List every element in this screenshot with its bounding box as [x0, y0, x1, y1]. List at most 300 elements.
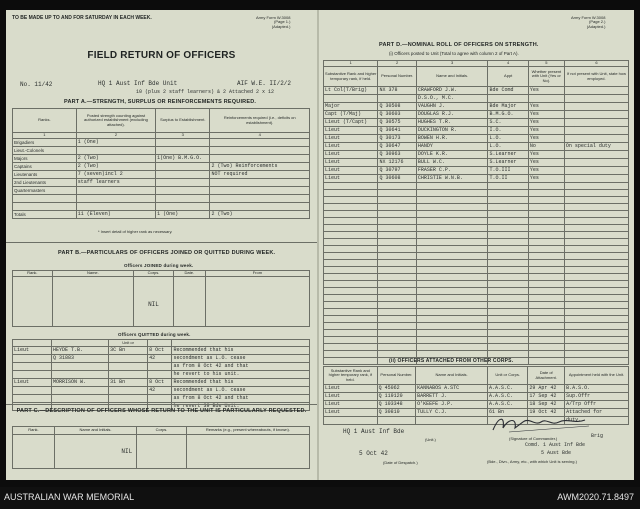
roll-number: Q 30575 [378, 119, 416, 127]
blank-cell [528, 358, 564, 365]
table-row [13, 387, 310, 395]
blank-cell [378, 232, 416, 239]
blank-row [324, 274, 629, 281]
table-row [13, 171, 310, 179]
blank-row [324, 260, 629, 267]
quitted-rank: Lieut [13, 347, 52, 355]
blank-cell [324, 316, 378, 323]
roll-present [528, 95, 564, 103]
quitted-name [52, 395, 109, 403]
blank-cell [528, 309, 564, 316]
quitted-unit: 31 Bn [109, 379, 148, 387]
reinforcement-cell [210, 195, 310, 203]
quitted-rank [13, 395, 52, 403]
att-rank: Lieut [324, 401, 378, 409]
att-date: 29 Apr 42 [528, 385, 565, 393]
col-num-2: 2 [76, 133, 155, 139]
blank-cell [528, 288, 564, 295]
blank-cell [528, 253, 564, 260]
despatch-date: 5 Oct 42 [359, 450, 388, 457]
roll-name: DOUGLAS R.J. [416, 111, 488, 119]
blank-cell [564, 232, 628, 239]
part-a-rows [13, 139, 310, 219]
surplus-cell [156, 163, 210, 171]
blank-cell [378, 253, 416, 260]
blank-cell [416, 288, 488, 295]
blank-cell [528, 190, 564, 197]
quitted-unit [109, 355, 148, 363]
table-row [13, 147, 310, 155]
blank-cell [324, 337, 378, 344]
blank-cell [528, 211, 564, 218]
table-row [13, 363, 310, 371]
joined-col-name: Name. [52, 271, 134, 277]
blank-row [324, 323, 629, 330]
blank-cell [324, 330, 378, 337]
att-corps: A.A.S.C. [487, 401, 527, 409]
quitted-unit [109, 371, 148, 379]
quitted-remarks: secondment as L.O. cease [172, 355, 310, 363]
att-appt: Attached for [565, 409, 629, 417]
roll-colnum-1: 1 [324, 61, 378, 67]
roll-appt: T.O.II [488, 175, 528, 183]
blank-cell [416, 274, 488, 281]
roll-employed [564, 167, 628, 175]
blank-cell [378, 183, 416, 190]
reinforcement-cell [210, 187, 310, 195]
despatch-caption: (Date of Despatch.) [383, 460, 418, 465]
table-row [13, 179, 310, 187]
blank-cell [416, 344, 488, 351]
nominal-roll-blank-rows [324, 183, 629, 365]
reinforcement-cell [210, 139, 310, 147]
blank-cell [324, 204, 378, 211]
signature-caption: (Signature of Commander.) [509, 436, 558, 441]
blank-cell [488, 253, 528, 260]
quitted-name: HEYDE T.B. [52, 347, 109, 355]
table-row [13, 155, 310, 163]
joined-table [12, 270, 310, 327]
blank-cell [416, 351, 488, 358]
roll-employed [564, 135, 628, 143]
serving-caption: (Bde., Divn., Army, etc., with which Unit is serving.) [487, 459, 577, 464]
att-date: 19 Oct 42 [528, 409, 565, 417]
blank-row [324, 351, 629, 358]
blank-cell [378, 323, 416, 330]
rank-cell [13, 203, 77, 211]
quitted-date [148, 371, 172, 379]
blank-cell [416, 190, 488, 197]
att-name: BARRETT J. [416, 393, 488, 401]
att-appt: A/Trp Offr [565, 401, 629, 409]
blank-row [324, 309, 629, 316]
blank-cell [528, 260, 564, 267]
blank-cell [324, 302, 378, 309]
blank-cell [324, 288, 378, 295]
blank-cell [488, 211, 528, 218]
roll-present: No [528, 143, 564, 151]
roll-number: Q 30173 [378, 135, 416, 143]
roll-employed [564, 103, 628, 111]
roll-present: Yes [528, 127, 564, 135]
roll-number: Q 30508 [378, 103, 416, 111]
form-ref-adapted-2: (Adapted.) [586, 23, 606, 29]
blank-cell [416, 183, 488, 190]
att-rank: Lieut [324, 409, 378, 417]
blank-cell [416, 218, 488, 225]
blank-cell [528, 218, 564, 225]
quitted-remarks: as from 8 Oct 42 and that [172, 363, 310, 371]
nominal-roll-rows [324, 87, 629, 183]
rank-cell: Quartermasters [13, 187, 77, 195]
surplus-cell [156, 187, 210, 195]
att-number: Q 103348 [377, 401, 415, 409]
blank-cell [488, 337, 528, 344]
part-c-col-corps: Corps. [137, 427, 187, 435]
attached-heading: (ii) OFFICERS ATTACHED FROM OTHER CORPS. [389, 358, 514, 364]
roll-rank: Lieut [324, 135, 378, 143]
blank-cell [528, 337, 564, 344]
att-date: 17 Sep 42 [528, 393, 565, 401]
header-note: TO BE MADE UP TO AND FOR SATURDAY IN EACH WEEK. [12, 15, 152, 21]
table-row [324, 151, 629, 159]
roll-rank: Lieut [324, 127, 378, 135]
roll-name: VAUGHN J. [416, 103, 488, 111]
roll-present: Yes [528, 111, 564, 119]
blank-row [324, 253, 629, 260]
att-name [416, 417, 488, 425]
col-header-posted: Posted strength counting against authorized establishment (excluding attached). [76, 109, 155, 133]
blank-cell [488, 302, 528, 309]
table-row [13, 187, 310, 195]
blank-cell [488, 218, 528, 225]
table-row [324, 393, 629, 401]
blank-cell [564, 316, 628, 323]
blank-cell [378, 351, 416, 358]
roll-rank: Major [324, 103, 378, 111]
att-date: 18 Sep 42 [528, 401, 565, 409]
roll-appt: L.O. [488, 143, 528, 151]
reinforcement-cell [210, 179, 310, 187]
roll-colnum-3: 3 [416, 61, 488, 67]
roll-rank: Lieut [324, 151, 378, 159]
blank-row [324, 295, 629, 302]
blank-cell [378, 316, 416, 323]
blank-cell [324, 309, 378, 316]
att-col-appt: Appointment held with the Unit. [565, 367, 629, 385]
roll-col-rank: Substantive Rank and higher temporary rank, if held. [324, 67, 378, 87]
att-col-date: Date of Attachment. [528, 367, 565, 385]
blank-cell [324, 246, 378, 253]
blank-row [324, 302, 629, 309]
quitted-name [52, 371, 109, 379]
part-c-heading: PART C.—DESCRIPTION OF OFFICERS WHOSE RETURN TO THE UNIT IS PARTICULARLY REQUESTED. [16, 408, 307, 414]
part-b-heading: PART B.—PARTICULARS OF OFFICERS JOINED OR QUITTED DURING WEEK. [58, 250, 276, 256]
posted-cell: staff learners [76, 179, 155, 187]
blank-cell [564, 197, 628, 204]
blank-cell [564, 260, 628, 267]
blank-cell [488, 183, 528, 190]
roll-number: Q 30603 [378, 111, 416, 119]
form-page-2 [319, 10, 634, 480]
blank-cell [488, 239, 528, 246]
footer-institution: AUSTRALIAN WAR MEMORIAL [4, 492, 135, 502]
posted-cell: 2 (Two) [76, 163, 155, 171]
blank-row [324, 344, 629, 351]
blank-cell [488, 190, 528, 197]
col-header-reinforcements: Reinforcements required (i.e., deficits on establishment). [210, 109, 310, 133]
posted-cell [76, 187, 155, 195]
table-row [324, 385, 629, 393]
blank-cell [324, 183, 378, 190]
table-row [324, 127, 629, 135]
quitted-remarks: he revert to his unit. [172, 371, 310, 379]
table-row [13, 379, 310, 387]
roll-col-employed: If not present with Unit, state how employed. [564, 67, 628, 87]
posted-cell: 2 (Two) [76, 155, 155, 163]
roll-name: D.S.O., M.C. [416, 95, 488, 103]
blank-cell [378, 330, 416, 337]
quitted-col-rank [13, 340, 52, 347]
table-row [324, 95, 629, 103]
roll-employed [564, 119, 628, 127]
rank-cell: 2nd Lieutenants [13, 179, 77, 187]
blank-cell [528, 225, 564, 232]
blank-row [324, 197, 629, 204]
form-ref-text-2: Army Form W.3008 [571, 15, 606, 20]
rank-cell [13, 195, 77, 203]
part-a-heading: PART A.—STRENGTH, SURPLUS OR REINFORCEMENTS REQUIRED. [64, 99, 257, 105]
signature-rank: Brig [591, 433, 604, 439]
blank-row [324, 239, 629, 246]
surplus-cell: 1 (One) [156, 211, 210, 219]
quitted-col-date [148, 340, 172, 347]
roll-present: Yes [528, 159, 564, 167]
blank-cell [324, 351, 378, 358]
roll-number: Q 30608 [378, 175, 416, 183]
table-row [324, 401, 629, 409]
blank-cell [564, 253, 628, 260]
blank-cell [416, 260, 488, 267]
blank-cell [416, 316, 488, 323]
roll-appt [488, 95, 528, 103]
roll-rank: Lieut [324, 143, 378, 151]
roll-number: Q 30963 [378, 151, 416, 159]
table-row [13, 163, 310, 171]
blank-cell [488, 246, 528, 253]
table-row [13, 195, 310, 203]
table-row [324, 119, 629, 127]
blank-cell [324, 281, 378, 288]
blank-cell [324, 267, 378, 274]
surplus-cell [156, 179, 210, 187]
col-num-3: 3 [156, 133, 210, 139]
form-ref-text: Army Form W.3008 [256, 15, 291, 20]
quitted-col-name [52, 340, 109, 347]
blank-cell [564, 295, 628, 302]
roll-appt: S.Learner [488, 159, 528, 167]
blank-cell [528, 316, 564, 323]
rank-cell: Captains [13, 163, 77, 171]
blank-cell [564, 211, 628, 218]
part-c-col-remarks: Remarks (e.g., present whereabouts, if known). [186, 427, 309, 435]
footer-accession: AWM2020.71.8497 [557, 492, 634, 502]
table-row [13, 211, 310, 219]
roll-name: DOYLE K.R. [416, 151, 488, 159]
blank-row [324, 232, 629, 239]
blank-cell [488, 267, 528, 274]
blank-cell [378, 225, 416, 232]
posted-cell: 7 (seven)incl 2 [76, 171, 155, 179]
joined-col-rank: Rank. [13, 271, 53, 277]
blank-cell [378, 295, 416, 302]
unit-stamp: HQ 1 Aust Inf Bde [343, 428, 405, 435]
blank-cell [564, 204, 628, 211]
part-a-table [12, 108, 310, 219]
blank-cell [324, 218, 378, 225]
blank-row [324, 330, 629, 337]
blank-cell [564, 190, 628, 197]
quitted-date: 8 Oct [148, 379, 172, 387]
commander-signature [489, 414, 599, 436]
quitted-name: MORRISON W. [52, 379, 109, 387]
roll-colnum-6: 6 [564, 61, 628, 67]
att-appt: duty. [565, 417, 629, 425]
surplus-cell [156, 195, 210, 203]
quitted-unit [109, 387, 148, 395]
roll-employed [564, 159, 628, 167]
blank-cell [324, 260, 378, 267]
quitted-remarks: as from 8 Oct 42 and that [172, 395, 310, 403]
table-row [324, 87, 629, 95]
roll-name: HUGHES T.R. [416, 119, 488, 127]
reinforcement-cell: 2 (Two) [210, 211, 310, 219]
blank-cell [416, 267, 488, 274]
blank-row [324, 183, 629, 190]
blank-cell [324, 190, 378, 197]
att-name: TULLY C.J. [416, 409, 488, 417]
quitted-heading: Officers QUITTED during week. [118, 332, 191, 337]
table-row [13, 395, 310, 403]
quitted-rank [13, 363, 52, 371]
quitted-name [52, 387, 109, 395]
blank-cell [488, 344, 528, 351]
roll-present: Yes [528, 135, 564, 143]
att-rank: Lieut [324, 393, 378, 401]
blank-cell [416, 323, 488, 330]
blank-cell [324, 239, 378, 246]
blank-cell [564, 323, 628, 330]
att-appt: Sup.Offr [565, 393, 629, 401]
att-col-name: Name and Initials. [416, 367, 488, 385]
blank-cell [564, 281, 628, 288]
blank-cell [416, 309, 488, 316]
blank-row [324, 267, 629, 274]
roll-rank: Lieut [324, 175, 378, 183]
rank-cell: Lieutenants [13, 171, 77, 179]
blank-cell [324, 344, 378, 351]
surplus-cell [156, 171, 210, 179]
roll-appt: L.O. [488, 135, 528, 143]
roll-present: Yes [528, 175, 564, 183]
blank-cell [564, 344, 628, 351]
quitted-rank [13, 387, 52, 395]
joined-heading: Officers JOINED during week. [124, 263, 194, 268]
roll-rank: Lt Col(T/Brig) [324, 87, 378, 95]
posted-cell: 11 (Eleven) [76, 211, 155, 219]
table-row [324, 111, 629, 119]
blank-cell [528, 246, 564, 253]
blank-cell [378, 302, 416, 309]
col-num-1: 1 [13, 133, 77, 139]
roll-colnum-2: 2 [378, 61, 416, 67]
reinforcement-cell [210, 155, 310, 163]
blank-cell [378, 267, 416, 274]
roll-name: CRAWFORD J.W. [416, 87, 488, 95]
blank-cell [324, 253, 378, 260]
blank-cell [324, 295, 378, 302]
col-num-4: 4 [210, 133, 310, 139]
part-c-col-rank: Rank. [13, 427, 55, 435]
blank-cell [564, 302, 628, 309]
blank-cell [416, 197, 488, 204]
roll-appt: Bde Comd [488, 87, 528, 95]
blank-row [324, 225, 629, 232]
roll-present: Yes [528, 119, 564, 127]
roll-rank: Lieut (T/Capt) [324, 119, 378, 127]
blank-cell [564, 309, 628, 316]
roll-name: HANDY [416, 143, 488, 151]
roll-employed [564, 151, 628, 159]
blank-cell [564, 274, 628, 281]
part-c-table [12, 426, 310, 469]
blank-cell [564, 358, 628, 365]
rank-cell: Lieut.-Colonels [13, 147, 77, 155]
col-header-surplus: Surplus to Establishment. [156, 109, 210, 133]
part-c-nil: NIL [54, 435, 136, 469]
quitted-rows [13, 347, 310, 411]
reinforcement-cell: 2 (Two) Reinforcements [210, 163, 310, 171]
return-number: No. 11/42 [20, 81, 53, 88]
quitted-unit [109, 363, 148, 371]
quitted-table [12, 339, 310, 411]
part-d-heading: PART D.—NOMINAL ROLL OF OFFICERS ON STRENGTH. [379, 42, 539, 48]
col-header-ranks: Ranks. [13, 109, 77, 133]
roll-col-number: Personal Number. [378, 67, 416, 87]
blank-cell [324, 358, 378, 365]
roll-present: Yes [528, 167, 564, 175]
blank-cell [528, 232, 564, 239]
blank-cell [488, 281, 528, 288]
blank-cell [488, 309, 528, 316]
quitted-date: 8 Oct [148, 347, 172, 355]
quitted-remarks: secondment as L.O. cease [172, 387, 310, 395]
roll-name: CHRISTIE W.N.B. [416, 175, 488, 183]
reinforcement-cell: NOT required [210, 171, 310, 179]
posted-cell: 1 (One) [76, 139, 155, 147]
quitted-rank: Lieut [13, 379, 52, 387]
joined-col-from: From [205, 271, 309, 277]
roll-employed [564, 87, 628, 95]
table-row [324, 167, 629, 175]
form-reference-2 [571, 16, 605, 29]
roll-name: DUCKINGTON R. [416, 127, 488, 135]
blank-cell [488, 225, 528, 232]
att-number: Q 30810 [377, 409, 415, 417]
roll-number: NX 12176 [378, 159, 416, 167]
blank-cell [378, 260, 416, 267]
blank-cell [564, 246, 628, 253]
